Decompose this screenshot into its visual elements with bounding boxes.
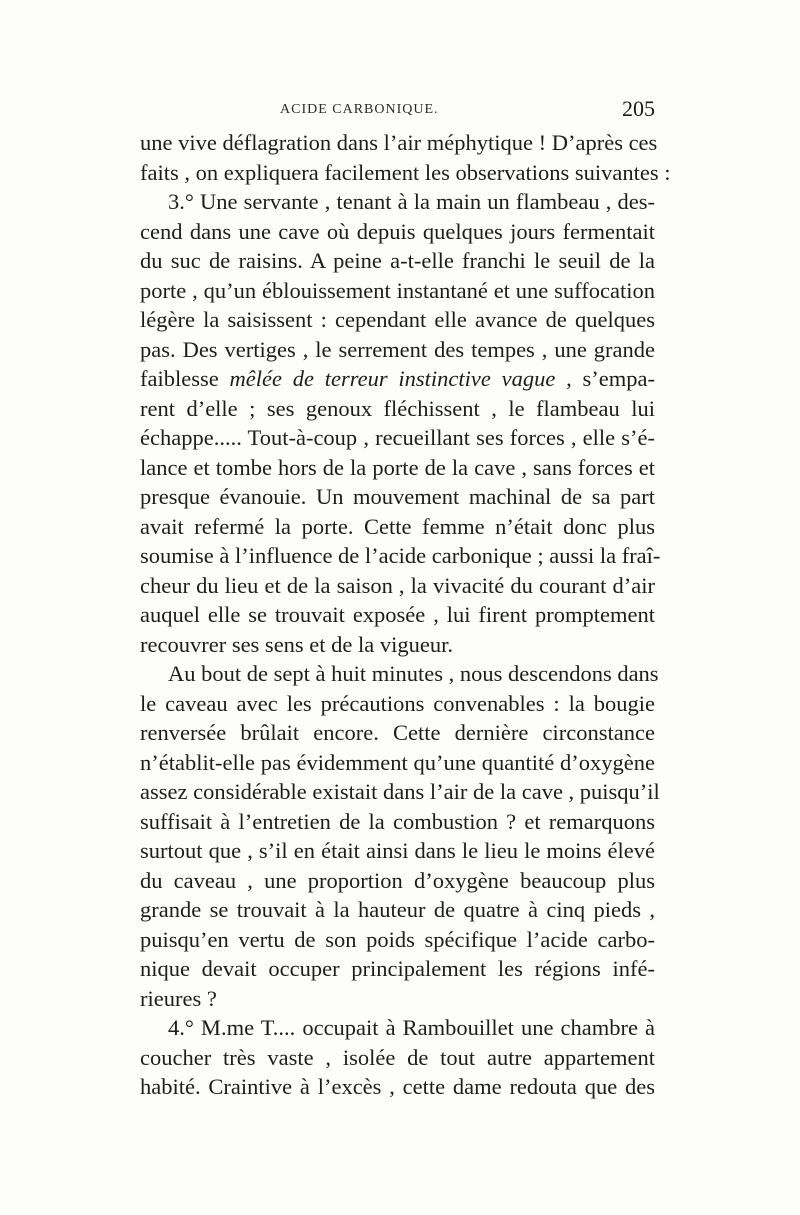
text-line: 4.° M.me T.... occupait à Rambouillet une chambre à xyxy=(168,1015,655,1040)
text-line: échappe..... Tout-à-coup , recueillant ses forces , elle s’é- xyxy=(140,425,655,450)
text-line: pas. Des vertiges , le serrement des tempes , une grande xyxy=(140,336,655,362)
text-line: recouvrer ses sens et de la vigueur. xyxy=(140,631,454,657)
text-line: cheur du lieu et de la saison , la vivacité du courant d’air xyxy=(140,572,655,598)
text-line: lance et tombe hors de la porte de la cave , sans forces et xyxy=(140,454,655,480)
text-line: presque évanouie. Un mouvement machinal de sa part xyxy=(140,484,655,509)
text-line: suffisait à l’entretien de la combustion ? et remarquons xyxy=(140,808,655,834)
text-line: assez considérable existait dans l’air de la cave , puisqu’il xyxy=(140,779,660,804)
text-line: Au bout de sept à huit minutes , nous descendons dans xyxy=(168,661,659,686)
text-line: soumise à l’influence de l’acide carbonique ; aussi la fraî- xyxy=(140,543,661,568)
text-line: n’établit-elle pas évidemment qu’une quantité d’oxygène xyxy=(140,749,655,775)
running-title: ACIDE CARBONIQUE. xyxy=(280,102,439,117)
text-line: faits , on expliquera facilement les observations suivantes : xyxy=(140,159,671,185)
text-line: du caveau , une proportion d’oxygène beaucoup plus xyxy=(140,867,655,893)
text-line: rent d’elle ; ses genoux fléchissent , le flambeau lui xyxy=(140,395,655,421)
text-line: 3.° Une servante , tenant à la main un flambeau , des- xyxy=(168,189,655,214)
text-line: nique devait occuper principalement les régions infé- xyxy=(140,956,655,981)
text-line: porte , qu’un éblouissement instantané et une suffocation xyxy=(140,277,655,303)
text-line: une vive déflagration dans l’air méphytique ! D’après ces xyxy=(140,130,658,155)
text-line: habité. Craintive à l’excès , cette dame redouta que des xyxy=(140,1074,655,1099)
text-line: le caveau avec les précautions convenables : la bougie xyxy=(140,690,655,716)
text-line: surtout que , s’il en était ainsi dans le lieu le moins élevé xyxy=(140,838,655,863)
text-line: puisqu’en vertu de son poids spécifique l’acide carbo- xyxy=(140,926,655,952)
body-text xyxy=(140,128,671,1102)
italic-phrase: mêlée de terreur instinctive vague xyxy=(229,366,556,391)
text-line: faiblesse mêlée de terreur instinctive vague , s’empa- xyxy=(140,366,656,391)
text-line: légère la saisissent : cependant elle avance de quelques xyxy=(140,307,655,332)
text-line: coucher très vaste , isolée de tout autre appartement xyxy=(140,1044,655,1070)
page-number: 205 xyxy=(622,96,655,121)
text-line: cend dans une cave où depuis quelques jours fermentait xyxy=(140,218,655,244)
text-line: rieures ? xyxy=(140,985,217,1011)
text-line: auquel elle se trouvait exposée , lui firent promptement xyxy=(140,602,655,627)
text-line: grande se trouvait à la hauteur de quatre à cinq pieds , xyxy=(140,897,655,922)
page-header xyxy=(140,96,655,126)
text-line: du suc de raisins. A peine a-t-elle franchi le seuil de la xyxy=(140,248,655,273)
text-line: renversée brûlait encore. Cette dernière circonstance xyxy=(140,720,655,745)
text-line: avait refermé la porte. Cette femme n’était donc plus xyxy=(140,513,655,539)
